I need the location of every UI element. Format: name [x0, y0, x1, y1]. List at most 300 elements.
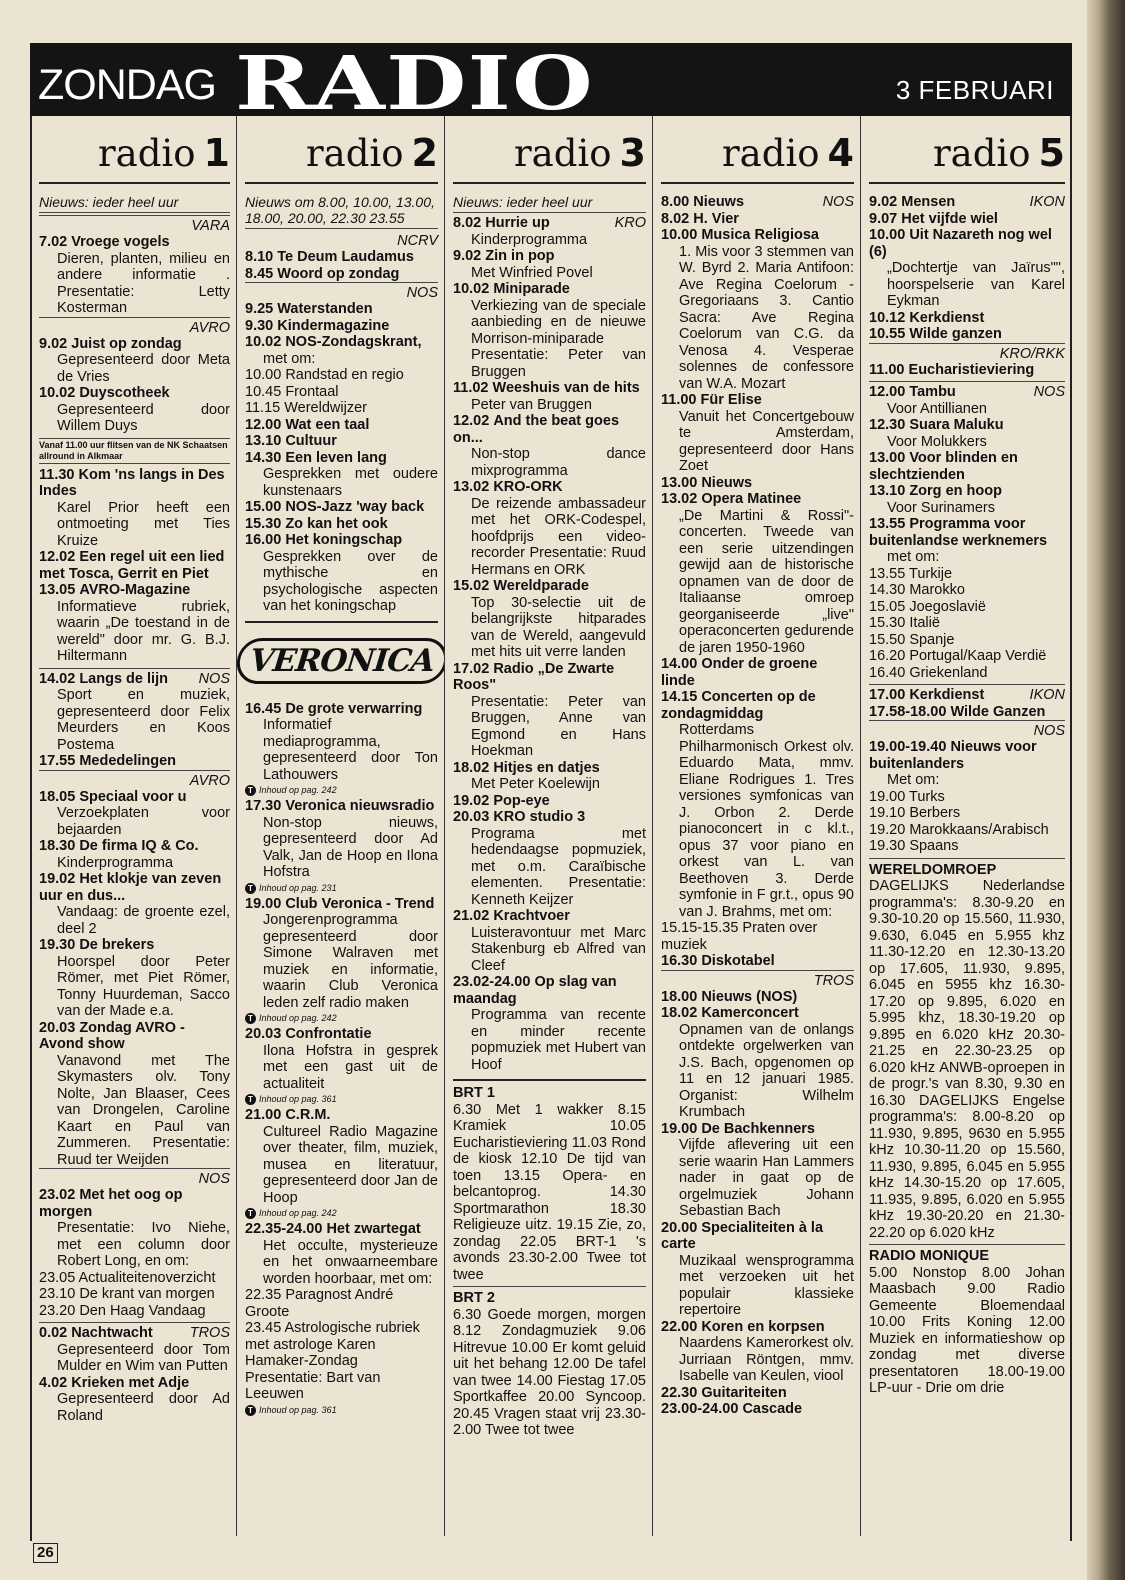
program-time: 17.30	[245, 798, 282, 814]
station-column-1	[31, 116, 237, 1536]
program-description: Non-stop dance mixprogramma	[471, 446, 646, 479]
program-description: Vijfde aflevering uit een serie waarin Han Lammers nader in gaat op de orgelmuziek Johann Sebastian Bach	[679, 1137, 854, 1219]
program-time: 12.00	[245, 416, 282, 433]
program-time: 13.10	[245, 433, 282, 449]
program-entry	[453, 413, 646, 446]
program-entry	[245, 1026, 438, 1043]
program-description: Vanavond met The Skymasters olv. Tony Nolte, Jan Blaaser, Cees van Drongelen, Caroline Kaart en Paul van Zummeren. Presentatie: Ruud ter Weijden	[57, 1052, 230, 1168]
divider	[453, 1079, 646, 1081]
program-description: Vandaag: de groente ezel, deel 2	[57, 904, 230, 937]
program-title: Veronica nieuwsradio	[285, 798, 435, 814]
program-title: Nieuws	[701, 474, 753, 491]
program-time: 18.05	[39, 788, 76, 805]
program-time: 13.55	[869, 516, 906, 532]
program-description: „Dochtertje van Jaïrus"", hoorspelserie van Karel Eykman	[887, 260, 1065, 309]
program-title: Krieken met Adje	[71, 1374, 190, 1391]
program-entry	[661, 194, 854, 211]
header-title: RADIO	[235, 41, 594, 127]
program-title: Juist op zondag	[71, 335, 182, 352]
program-time: 23.00-24.00	[661, 1401, 739, 1417]
program-time: 14.02	[39, 670, 76, 687]
program-time: 8.02	[453, 215, 482, 231]
program-time: 19.00	[245, 895, 282, 912]
program-description: Informatief mediaprogramma, gepresenteerd door Ton Lathouwers	[263, 717, 438, 783]
program-time: 21.02	[453, 908, 490, 924]
program-entry	[661, 1121, 854, 1138]
program-time: 15.02	[453, 578, 490, 594]
divider	[453, 1286, 646, 1287]
program-title: NOS-Jazz 'way back	[285, 499, 425, 515]
header-date: 3 FEBRUARI	[895, 75, 1054, 105]
program-entry	[869, 384, 1065, 401]
program-time: 8.10	[245, 249, 274, 265]
program-title: H. Vier	[693, 210, 739, 227]
program-entry	[245, 1107, 438, 1124]
program-entry	[661, 491, 854, 508]
program-entry	[453, 380, 646, 397]
program-title: Langs de lijn	[79, 670, 168, 687]
program-title: Zondag AVRO - Avond show	[39, 1019, 185, 1052]
program-title: Pop-eye	[493, 792, 550, 809]
program-title: Musica Religiosa	[701, 227, 819, 243]
program-time: 17.55	[39, 753, 76, 769]
station-word: radio	[98, 132, 196, 175]
page-reference	[245, 1012, 438, 1024]
station-word: radio	[933, 132, 1031, 175]
program-time: 23.02	[39, 1187, 76, 1203]
broadcaster-label: IKON	[1029, 194, 1065, 210]
block-text: 6.30 Goede morgen, morgen 8.12 Zondagmuziek 9.06 Hitrevue 10.00 Er komt geluid uit het behang 12.00 De tafel van twee 14.00 Fiestag 17.05 Sportkaffee 20.00 Syncoop. 20.45 Vragen staat vrij 23.30-2.00 Twee tot twee	[453, 1306, 646, 1438]
program-entry	[245, 1221, 438, 1238]
broadcaster-label: NOS	[245, 282, 438, 301]
program-title: Mensen	[901, 194, 956, 210]
program-title: Het zwartegat	[326, 1221, 421, 1237]
program-subitem: 23.10 De krant van morgen	[39, 1286, 215, 1302]
program-entry	[661, 953, 854, 970]
teletext-icon: T	[245, 883, 256, 894]
program-entry	[661, 211, 854, 228]
program-entry	[661, 1319, 854, 1336]
program-time: 9.02	[453, 248, 482, 264]
program-description: Voor Molukkers	[887, 433, 987, 450]
program-title: Opera Matinee	[701, 491, 802, 507]
program-title: Onder de groene linde	[661, 656, 818, 689]
broadcaster-label: AVRO	[39, 317, 230, 336]
program-time: 21.00	[245, 1107, 282, 1123]
program-title: Cascade	[742, 1401, 803, 1417]
program-entry	[453, 479, 646, 496]
program-description: Kinderprogramma	[471, 231, 588, 248]
program-entry	[245, 318, 438, 335]
program-time: 9.02	[39, 335, 68, 352]
program-title: Hitjes en datjes	[493, 759, 600, 776]
program-time: 18.02	[661, 1005, 698, 1021]
program-description: „De Martini & Rossi"-concerten. Tweede van een serie uitzendingen gewijd aan de historische opnamen van de door de Italiaanse omroep georganiseerde „live" operaconcerten gedurende de jaren 1950-1960	[679, 507, 854, 656]
program-description: Vanuit het Concertgebouw te Amsterdam, gepresenteerd door Hans Zoet	[679, 408, 854, 474]
block-text: 5.00 Nonstop 8.00 Johan Maasbach 9.00 Radio Gemeente Bloemendaal 10.00 Frits Koning 12.00 Muziek en informatieshow op zondag met diverse presentatoren 18.00-19.00 LP-uur - Drie om drie	[869, 1264, 1065, 1396]
program-title: Kindermagazine	[277, 317, 390, 334]
program-time: 10.12	[869, 309, 906, 326]
station-heading	[453, 124, 646, 184]
program-title: Zo kan het ook	[285, 515, 388, 532]
program-title: NOS-Zondagskrant,	[285, 334, 422, 350]
program-title: Kamerconcert	[701, 1005, 799, 1021]
program-title: Waterstanden	[277, 301, 373, 317]
program-entry	[869, 516, 1065, 549]
program-entry	[245, 266, 438, 283]
program-title: Tambu	[909, 384, 956, 400]
page-header	[30, 41, 1072, 127]
program-time: 17.00	[869, 687, 906, 703]
program-time: 9.02	[869, 194, 898, 210]
station-number: 4	[827, 131, 854, 175]
program-entry	[245, 532, 438, 549]
program-entry	[39, 234, 230, 251]
program-time: 0.02	[39, 1325, 68, 1341]
program-title: De Bachkenners	[701, 1120, 815, 1137]
program-entry	[453, 215, 646, 232]
program-title: Nieuws voor buitenlanders	[869, 739, 1037, 772]
program-time: 11.00	[661, 392, 697, 408]
station-column-3	[445, 116, 653, 1536]
program-title: Weeshuis van de hits	[492, 380, 640, 396]
program-title: C.R.M.	[285, 1107, 331, 1123]
program-subitem: 11.15 Wereldwijzer	[245, 400, 367, 416]
program-description: Voor Surinamers	[887, 499, 995, 516]
program-title: Met het oog op morgen	[39, 1187, 183, 1220]
program-title: Wilde Ganzen	[950, 703, 1046, 720]
program-time: 12.02	[39, 549, 76, 565]
station-word: radio	[514, 132, 612, 175]
program-time: 4.02	[39, 1374, 68, 1391]
program-subitem: 15.15-15.35 Praten over muziek	[661, 920, 818, 953]
program-subitem: 16.20 Portugal/Kaap Verdië	[869, 648, 1047, 664]
program-title: Guitariteiten	[701, 1384, 787, 1401]
program-entry	[869, 211, 1065, 228]
program-entry	[869, 687, 1065, 704]
program-subitem: 15.05 Joegoslavië	[869, 598, 986, 615]
program-entry	[245, 516, 438, 533]
program-time: 16.45	[245, 700, 282, 717]
program-entry	[39, 937, 230, 954]
news-note: Nieuws om 8.00, 10.00, 13.00, 18.00, 20.00, 22.30 23.55	[245, 194, 438, 229]
program-entry	[245, 701, 438, 718]
program-title: Programma voor buitenlandse werknemers	[869, 516, 1048, 549]
program-description: Presentatie: Peter van Bruggen, Anne van Egmond en Hans Hoekman	[471, 693, 646, 759]
program-time: 17.58-18.00	[869, 703, 947, 720]
divider	[39, 1322, 230, 1323]
program-title: Wereldparade	[493, 578, 589, 594]
program-entry	[245, 417, 438, 434]
program-time: 9.07	[869, 210, 898, 227]
program-title: Wat een taal	[285, 416, 370, 433]
program-title: Duyscotheek	[79, 385, 170, 401]
program-subitem: 23.05 Actualiteitenoverzicht	[39, 1269, 216, 1286]
program-description: Het occulte, mysterieuze en het onwaarneembare worden hoorbaar, met om:	[263, 1237, 438, 1287]
program-title: Koren en korpsen	[701, 1318, 825, 1335]
program-entry	[453, 809, 646, 826]
program-entry	[245, 249, 438, 266]
program-title: Het vijfde wiel	[901, 210, 998, 227]
program-description: met om:	[263, 350, 316, 367]
program-entry	[39, 385, 230, 402]
program-description: Voor Antillianen	[887, 400, 987, 417]
program-title: Uit Nazareth nog wel (6)	[869, 227, 1052, 260]
program-description: Programa met hedendaagse popmuziek, met o.m. Caraïbische elementen. Presentatie: Kenneth Keijzer	[471, 825, 646, 908]
program-entry	[39, 789, 230, 806]
program-entry	[661, 1220, 854, 1253]
page-reference-text: Inhoud op pag. 231	[259, 882, 337, 893]
divider	[869, 381, 1065, 382]
program-time: 14.00	[661, 656, 698, 672]
program-time: 8.02	[661, 210, 690, 227]
program-time: 20.03	[39, 1019, 76, 1036]
program-description: Presentatie: Ivo Niehe, met een column door Robert Long, en om:	[57, 1220, 230, 1269]
page-reference-text: Inhoud op pag. 361	[259, 1094, 337, 1104]
program-entry	[245, 334, 438, 351]
page-reference-text: Inhoud op pag. 242	[259, 785, 337, 795]
program-time: 11.02	[453, 380, 489, 396]
program-subitem: 23.45 Astrologische rubriek met astrologe Karen Hamaker-Zondag Presentatie: Bart van Leeuwen	[245, 1320, 420, 1402]
program-description: Gepresenteerd door Willem Duys	[57, 401, 230, 434]
program-description: Dieren, planten, milieu en andere informatie . Presentatie: Letty Kosterman	[57, 250, 230, 316]
program-title: AVRO-Magazine	[79, 582, 191, 598]
broadcaster-label: KRO	[614, 215, 646, 231]
program-time: 7.02	[39, 234, 68, 250]
program-time: 19.00-19.40	[869, 739, 947, 755]
teletext-icon: T	[245, 1208, 256, 1219]
program-subitem: 19.00 Turks	[869, 788, 945, 805]
program-time: 8.45	[245, 265, 274, 282]
program-description: Jongerenprogramma gepresenteerd door Simone Walraven met muziek en informatie, waarin Club Veronica leden zelf radio maken	[263, 912, 438, 1011]
program-time: 23.02-24.00	[453, 974, 531, 990]
program-title: Kerkdienst	[909, 309, 985, 326]
program-time: 10.02	[453, 281, 490, 297]
program-title: Op slag van maandag	[453, 974, 617, 1007]
program-time: 12.30	[869, 417, 906, 433]
broadcaster-label: NOS	[822, 194, 854, 210]
program-entry	[661, 1005, 854, 1022]
program-title: Nieuws (NOS)	[701, 988, 798, 1005]
program-time: 10.02	[245, 334, 282, 350]
program-time: 16.30	[661, 953, 698, 969]
program-description: Luisteravontuur met Marc Stakenburg eb Alfred van Cleef	[471, 924, 646, 974]
program-subitem: 13.55 Turkije	[869, 565, 953, 582]
program-description: Cultureel Radio Magazine over theater, film, muziek, musea en literatuur, gepresenteerd door Jan de Hoop	[263, 1123, 438, 1206]
program-time: 10.00	[661, 227, 698, 243]
block-title: BRT 2	[453, 1290, 495, 1306]
program-time: 18.02	[453, 759, 490, 776]
program-title: Concerten op de zondagmiddag	[661, 689, 816, 722]
program-title: Cultuur	[285, 433, 337, 449]
program-entry	[661, 989, 854, 1006]
program-entry	[661, 689, 854, 722]
program-time: 16.00	[245, 532, 282, 548]
program-title: Mededelingen	[79, 753, 177, 769]
program-title: Krachtvoer	[493, 908, 570, 924]
teletext-icon: T	[245, 785, 256, 796]
program-description: Top 30-selectie uit de belangrijkste hitparades van de Wereld, aangevuld met hits uit verre landen	[471, 594, 646, 660]
broadcaster-label: TROS	[661, 970, 854, 989]
program-time: 13.10	[869, 483, 906, 499]
program-entry	[39, 582, 230, 599]
program-title: Zin in pop	[485, 248, 555, 264]
header-day: ZONDAG	[38, 61, 216, 109]
program-time: 13.02	[661, 491, 698, 507]
program-title: Für Elise	[700, 392, 762, 408]
program-subitem: 19.20 Marokkaans/Arabisch	[869, 821, 1049, 838]
program-entry	[39, 1325, 230, 1342]
station-column-4	[653, 116, 861, 1536]
program-description: Muzikaal wensprogramma met verzoeken uit het populair klassieke repertoire	[679, 1252, 854, 1318]
block-text: DAGELIJKS Nederlandse programma's: 8.30-9.20 en 9.30-10.20 op 15.560, 11.930, 9.630, 6.045 en 5.955 khz 11.30-12.20 en 12.30-13.20 op 17.605, 11.930, 9.895, 6.045 en 5955 khz 16.30-17.20 op 9.895, 6.020 en 5.995 khz, 18.30-19.20 op 9.895 en 6.020 kHz 20.30-21.25 en 22.30-23.25 op 6.020 kHz ANWB-oproepen in de progr.'s van 8.30, 9.30 en 16.30 DAGELIJKS Engelse programma's: 8.00-8.20 op 11.930, 9.895, 9630 en 5.955 kHz 10.30-11.20 op 15.560, 11.930, 9.895, 6.045 en 5.955 kHz 14.30-15.20 op 17.605, 11.935, 9.895, 6.020 en 5.955 kHz 19.30-20.20 en 21.30-22.20 op 6.020 kHz	[869, 878, 1065, 1241]
news-note: Nieuws: ieder heel uur	[39, 194, 230, 213]
program-description: Sport en muziek, gepresenteerd door Felix Meurders en Koos Postema	[57, 687, 230, 753]
program-time: 10.02	[39, 385, 76, 401]
program-time: 20.03	[245, 1026, 282, 1042]
veronica-logo	[245, 631, 438, 691]
program-subitem: 23.20 Den Haag Vandaag	[39, 1302, 206, 1319]
program-entry	[869, 194, 1065, 211]
program-time: 19.02	[453, 792, 490, 809]
program-time: 10.00	[869, 227, 906, 243]
station-number: 1	[203, 131, 230, 175]
program-description: Opnamen van de onlangs ontdekte orgelwerken van J.S. Bach, opgenomen op 11 en 12 januari 1985. Organist: Wilhelm Krumbach	[679, 1021, 854, 1120]
program-entry	[39, 1187, 230, 1220]
program-time: 11.00	[869, 361, 905, 378]
divider	[245, 621, 438, 623]
program-description: Programma van recente en minder recente popmuziek met Hubert van Hoof	[471, 1007, 646, 1073]
broadcaster-label: NOS	[869, 720, 1065, 739]
program-time: 15.00	[245, 499, 282, 515]
program-subitem: 22.35 Paragnost André Groote	[245, 1287, 394, 1320]
program-description: Peter van Bruggen	[471, 396, 592, 413]
program-entry	[39, 838, 230, 855]
program-title: Voor blinden en slechtzienden	[869, 450, 1018, 483]
program-time: 22.35-24.00	[245, 1221, 323, 1237]
page-reference	[245, 882, 438, 894]
program-entry	[869, 227, 1065, 260]
divider	[869, 1244, 1065, 1245]
program-entry	[869, 326, 1065, 343]
program-time: 13.00	[661, 474, 698, 491]
program-title: Specialiteiten à la carte	[661, 1219, 824, 1252]
station-heading	[39, 124, 230, 184]
broadcaster-label: NCRV	[397, 233, 438, 249]
program-time: 10.55	[869, 326, 906, 342]
teletext-icon: T	[245, 1013, 256, 1024]
station-column-2	[237, 116, 445, 1536]
news-note: Nieuws: ieder heel uur	[453, 194, 646, 213]
program-entry	[39, 1375, 230, 1392]
teletext-icon: T	[245, 1405, 256, 1416]
divider	[869, 684, 1065, 685]
program-description: Gepresenteerd door Ad Roland	[57, 1391, 230, 1424]
page-reference	[245, 1404, 438, 1416]
program-title: Radio „De Zwarte Roos"	[453, 660, 615, 693]
program-entry	[39, 467, 230, 500]
program-time: 13.02	[453, 479, 490, 495]
station-number: 3	[619, 131, 646, 175]
broadcaster-label: NOS	[39, 1168, 230, 1187]
program-description: De reizende ambassadeur met het ORK-Codespel, hoofdprijs een video-recorder Presentatie: Ruud Hermans en ORK	[471, 495, 646, 578]
program-description: Met om:	[887, 772, 940, 788]
program-description: Met Winfried Povel	[471, 264, 593, 281]
divider	[869, 858, 1065, 859]
program-time: 18.30	[39, 838, 76, 854]
program-entry	[661, 392, 854, 409]
program-time: 19.30	[39, 937, 76, 953]
program-description: Non-stop nieuws, gepresenteerd door Ad Valk, Jan de Hoop en Ilona Hofstra	[263, 814, 438, 880]
program-description: Hoorspel door Peter Römer, met Piet Römer, Tonny Huurdeman, Sacco van der Made e.a.	[57, 953, 230, 1019]
small-notice: Vanaf 11.00 uur flitsen van de NK Schaatsen allround in Alkmaar	[39, 438, 230, 464]
program-entry	[39, 753, 230, 770]
program-title: KRO-ORK	[493, 479, 563, 495]
program-title: Hurrie up	[485, 215, 550, 231]
program-entry	[661, 1385, 854, 1402]
program-entry	[661, 1401, 854, 1418]
program-time: 9.30	[245, 317, 274, 334]
program-entry	[869, 739, 1065, 772]
broadcaster-label: NOS	[1033, 384, 1065, 400]
program-description: Gepresenteerd door Meta de Vries	[57, 352, 230, 385]
program-entry	[869, 450, 1065, 483]
program-description: Met Peter Koelewijn	[471, 776, 600, 792]
program-title: Speciaal voor u	[79, 788, 187, 805]
program-entry	[453, 281, 646, 298]
program-time: 9.25	[245, 301, 274, 317]
program-entry	[869, 362, 1065, 379]
program-entry	[869, 417, 1065, 434]
program-entry	[245, 798, 438, 815]
program-entry	[453, 578, 646, 595]
program-title: Confrontatie	[285, 1026, 372, 1042]
program-time: 19.00	[661, 1120, 698, 1137]
page-reference	[245, 1093, 438, 1105]
program-entry	[39, 1020, 230, 1053]
station-heading	[869, 124, 1065, 184]
program-description: Kinderprogramma	[57, 854, 174, 871]
program-time: 11.30	[39, 466, 75, 483]
program-description: Gesprekken over de mythische en psychologische aspecten van het koningschap	[263, 548, 438, 614]
block-title: BRT 1	[453, 1085, 495, 1101]
program-title: Miniparade	[493, 281, 570, 297]
program-description: Ilona Hofstra in gesprek met een gast uit de actualiteit	[263, 1042, 438, 1092]
broadcaster-label: NOS	[198, 670, 230, 687]
program-time: 17.02	[453, 660, 490, 677]
program-description: Rotterdams Philharmonisch Orkest olv. Eduardo Mata, mmv. Eliane Rodrigues 1. Tres versiones symfonicas van J. Orbon 2. Derde pianoconcert in c kl.t., opus 37 voor piano en orkest van L. van Beethoven 3. Derde symfonie in F gr.t., opus 90 van J. Brahms, met om:	[679, 722, 854, 920]
page-reference	[245, 784, 438, 796]
program-subitem: 15.50 Spanje	[869, 631, 955, 648]
program-title: De brekers	[79, 937, 155, 953]
program-entry	[453, 661, 646, 694]
program-title: Te Deum Laudamus	[277, 249, 414, 265]
program-time: 18.00	[661, 988, 698, 1005]
program-subitem: 19.10 Berbers	[869, 805, 961, 821]
program-subitem: 15.30 Italië	[869, 615, 940, 631]
program-subitem: 16.40 Griekenland	[869, 664, 988, 681]
program-entry	[453, 908, 646, 925]
page-spine	[1087, 0, 1125, 1580]
program-entry	[453, 793, 646, 810]
program-title: Het klokje van zeven uur en dus...	[39, 871, 222, 904]
program-entry	[245, 499, 438, 516]
program-subitem: 19.30 Spaans	[869, 838, 959, 854]
program-title: Wilde ganzen	[909, 326, 1002, 342]
program-title: De grote verwarring	[285, 700, 423, 717]
station-heading	[245, 124, 438, 184]
program-title: Woord op zondag	[277, 265, 400, 282]
